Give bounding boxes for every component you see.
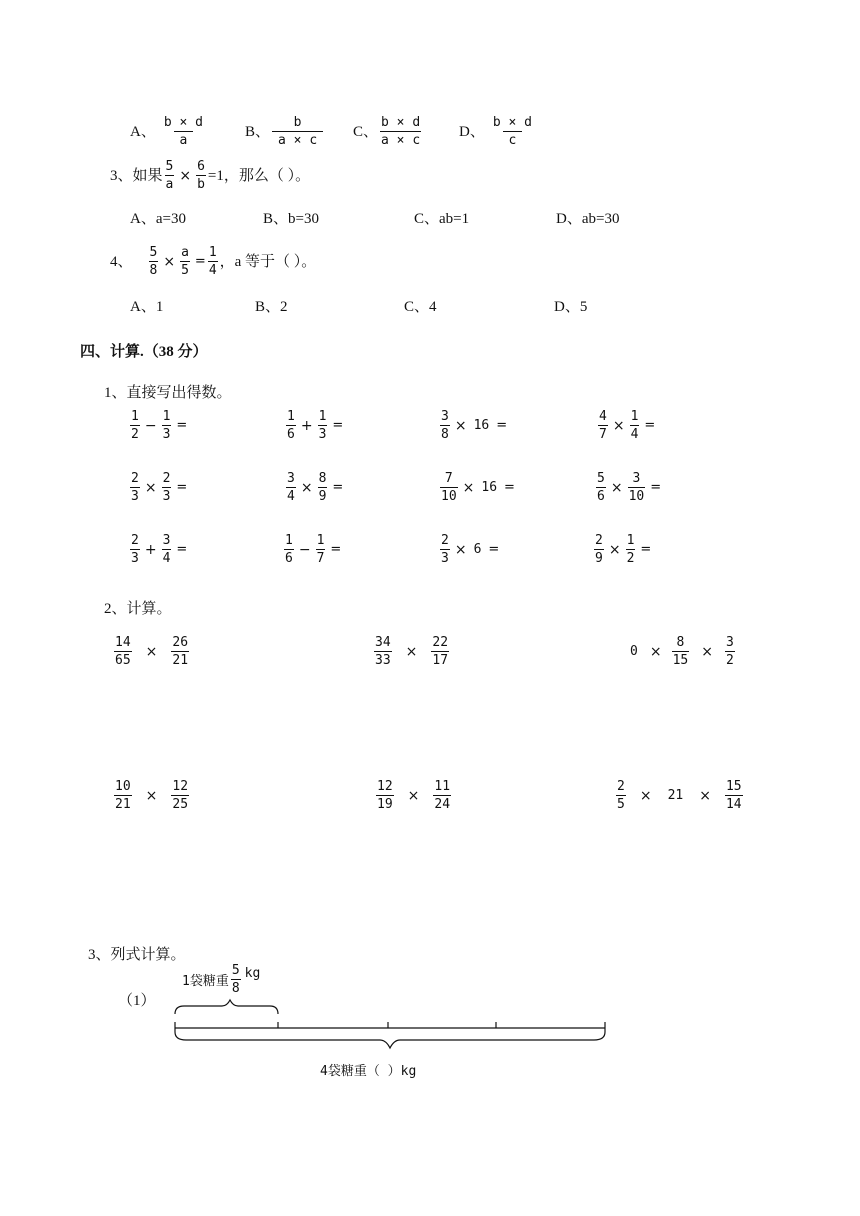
fraction: $\frac{b \times d}{a \times c}$ (381, 115, 421, 148)
fraction: $\frac{1}{7}$ (316, 533, 325, 566)
fraction: $\frac{12}{19}$ (377, 779, 393, 812)
mental-math-item: $\frac{1}{6}$ + $\frac{1}{3}$ = (287, 409, 344, 442)
fraction: $\frac{3}{8}$ (441, 409, 449, 442)
fraction: $\frac{8}{9}$ (318, 471, 327, 504)
fraction: $\frac{2}{3}$ (131, 533, 139, 566)
fraction: $\frac{26}{21}$ (172, 635, 189, 668)
fraction: $\frac{10}{21}$ (115, 779, 131, 812)
calc-item: $\frac{2}{5}$ × 21 × $\frac{15}{14}$ (617, 779, 742, 812)
q3-option-c: C、ab=1 (414, 211, 470, 227)
fraction: $\frac{8}{15}$ (672, 635, 689, 668)
fraction: $\frac{3}{4}$ (287, 471, 295, 504)
q2-option-a: A、 $\frac{b \times d}{a}$ (130, 116, 245, 147)
calc-item: $\frac{12}{19}$ × $\frac{11}{24}$ (377, 779, 451, 812)
q4-option-d: D、5 (554, 299, 588, 315)
fraction: $\frac{1}{6}$ (287, 409, 295, 442)
top-brace (175, 1000, 278, 1014)
fraction: $\frac{4}{7}$ (599, 409, 607, 442)
fraction: $\frac{2}{3}$ (131, 471, 139, 504)
mental-math-item: $\frac{2}{3}$ + $\frac{3}{4}$ = (131, 533, 188, 566)
part1-grid (128, 410, 728, 580)
fraction: $\frac{1}{3}$ (318, 409, 327, 442)
calc-item: $\frac{14}{65}$ × $\frac{26}{21}$ (115, 635, 189, 668)
q3-option-b: B、b=30 (263, 211, 319, 227)
fraction: $\frac{22}{17}$ (432, 635, 449, 668)
fraction: $\frac{6}{b}$ (197, 159, 205, 192)
q4-option-c: C、4 (404, 299, 437, 315)
q4-question: 4、 $\frac{5}{8}$ × $\frac{a}{5}$ = $\frac{1}{4}$ ，a 等于（ ）。 (110, 245, 317, 278)
diagram-top-label: 1袋糖重 $\frac{5}{8}$ kg (182, 963, 261, 996)
fraction: $\frac{b \times d}{c}$ (492, 115, 532, 148)
fraction: $\frac{2}{3}$ (441, 533, 449, 566)
calc-item: $\frac{34}{33}$ × $\frac{22}{17}$ (375, 635, 449, 668)
line-segment-diagram (160, 996, 620, 1056)
mental-math-item: $\frac{1}{2}$ − $\frac{1}{3}$ = (131, 409, 188, 442)
q2-option-d: D、 $\frac{b \times d}{c}$ (459, 116, 540, 147)
part1-title: 1、直接写出得数。 (104, 385, 232, 401)
fraction: $\frac{5}{a}$ (165, 159, 174, 192)
q4-option-b: B、2 (255, 299, 288, 315)
mental-math-item: $\frac{1}{6}$ − $\frac{1}{7}$ = (285, 533, 342, 566)
fraction: $\frac{15}{14}$ (725, 779, 742, 812)
fraction: $\frac{1}{2}$ (626, 533, 635, 566)
q4-option-a: A、1 (130, 299, 164, 315)
q3-question: 3、如果 $\frac{5}{a}$ × $\frac{6}{b}$ =1，那么（ ）。 (110, 159, 311, 192)
q2-option-c: C、 $\frac{b \times d}{a \times c}$ (353, 115, 421, 148)
part3-title: 3、列式计算。 (88, 947, 186, 963)
fraction: $\frac{5}{8}$ (149, 245, 158, 278)
fraction: $\frac{a}{5}$ (181, 245, 189, 278)
fraction: $\frac{1}{3}$ (162, 409, 171, 442)
fraction: $\frac{3}{2}$ (725, 635, 734, 668)
mental-math-item: $\frac{4}{7}$ × $\frac{1}{4}$ = (599, 409, 656, 442)
fraction: $\frac{3}{4}$ (162, 533, 171, 566)
part2-title: 2、计算。 (104, 601, 172, 617)
mental-math-item: $\frac{7}{10}$ × 16 = (441, 471, 515, 504)
q2-option-b: B、 $\frac{b}{a \times c}$ (245, 116, 353, 147)
mental-math-item: $\frac{2}{3}$ × 6 = (441, 533, 500, 566)
q3-option-d: D、ab=30 (556, 211, 620, 227)
fraction: $\frac{1}{6}$ (285, 533, 293, 566)
fraction: $\frac{12}{25}$ (172, 779, 189, 812)
q3-option-a: A、a=30 (130, 211, 186, 227)
fraction: $\frac{b \times d}{a}$ (163, 115, 203, 148)
fraction: $\frac{2}{3}$ (162, 471, 171, 504)
fraction: $\frac{1}{4}$ (208, 245, 217, 278)
section-heading: 四、计算.（38 分） (80, 344, 208, 360)
fraction: $\frac{14}{65}$ (115, 635, 131, 668)
part3-subquestion: （1） (118, 993, 156, 1009)
calc-item: 0 × $\frac{8}{15}$ × $\frac{3}{2}$ (630, 635, 734, 668)
fraction: $\frac{1}{2}$ (131, 409, 139, 442)
diagram-bottom-label: 4袋糖重（ ）kg (320, 1064, 417, 1079)
calc-item: $\frac{10}{21}$ × $\frac{12}{25}$ (115, 779, 189, 812)
mental-math-item: $\frac{3}{8}$ × 16 = (441, 409, 508, 442)
fraction: $\frac{5}{6}$ (597, 471, 605, 504)
fraction: $\frac{5}{8}$ (231, 963, 240, 996)
fraction: $\frac{b}{a \times c}$ (272, 116, 323, 147)
fraction: $\frac{1}{4}$ (630, 409, 639, 442)
fraction: $\frac{2}{5}$ (617, 779, 625, 812)
fraction: $\frac{2}{9}$ (595, 533, 603, 566)
fraction: $\frac{7}{10}$ (441, 471, 457, 504)
fraction: $\frac{34}{33}$ (375, 635, 391, 668)
fraction: $\frac{11}{24}$ (434, 779, 451, 812)
mental-math-item: $\frac{5}{6}$ × $\frac{3}{10}$ = (597, 471, 662, 504)
mental-math-item: $\frac{2}{3}$ × $\frac{2}{3}$ = (131, 471, 188, 504)
mental-math-item: $\frac{3}{4}$ × $\frac{8}{9}$ = (287, 471, 344, 504)
mental-math-item: $\frac{2}{9}$ × $\frac{1}{2}$ = (595, 533, 652, 566)
fraction: $\frac{3}{10}$ (628, 471, 645, 504)
bottom-brace (175, 1032, 605, 1048)
q2-options (130, 116, 540, 147)
